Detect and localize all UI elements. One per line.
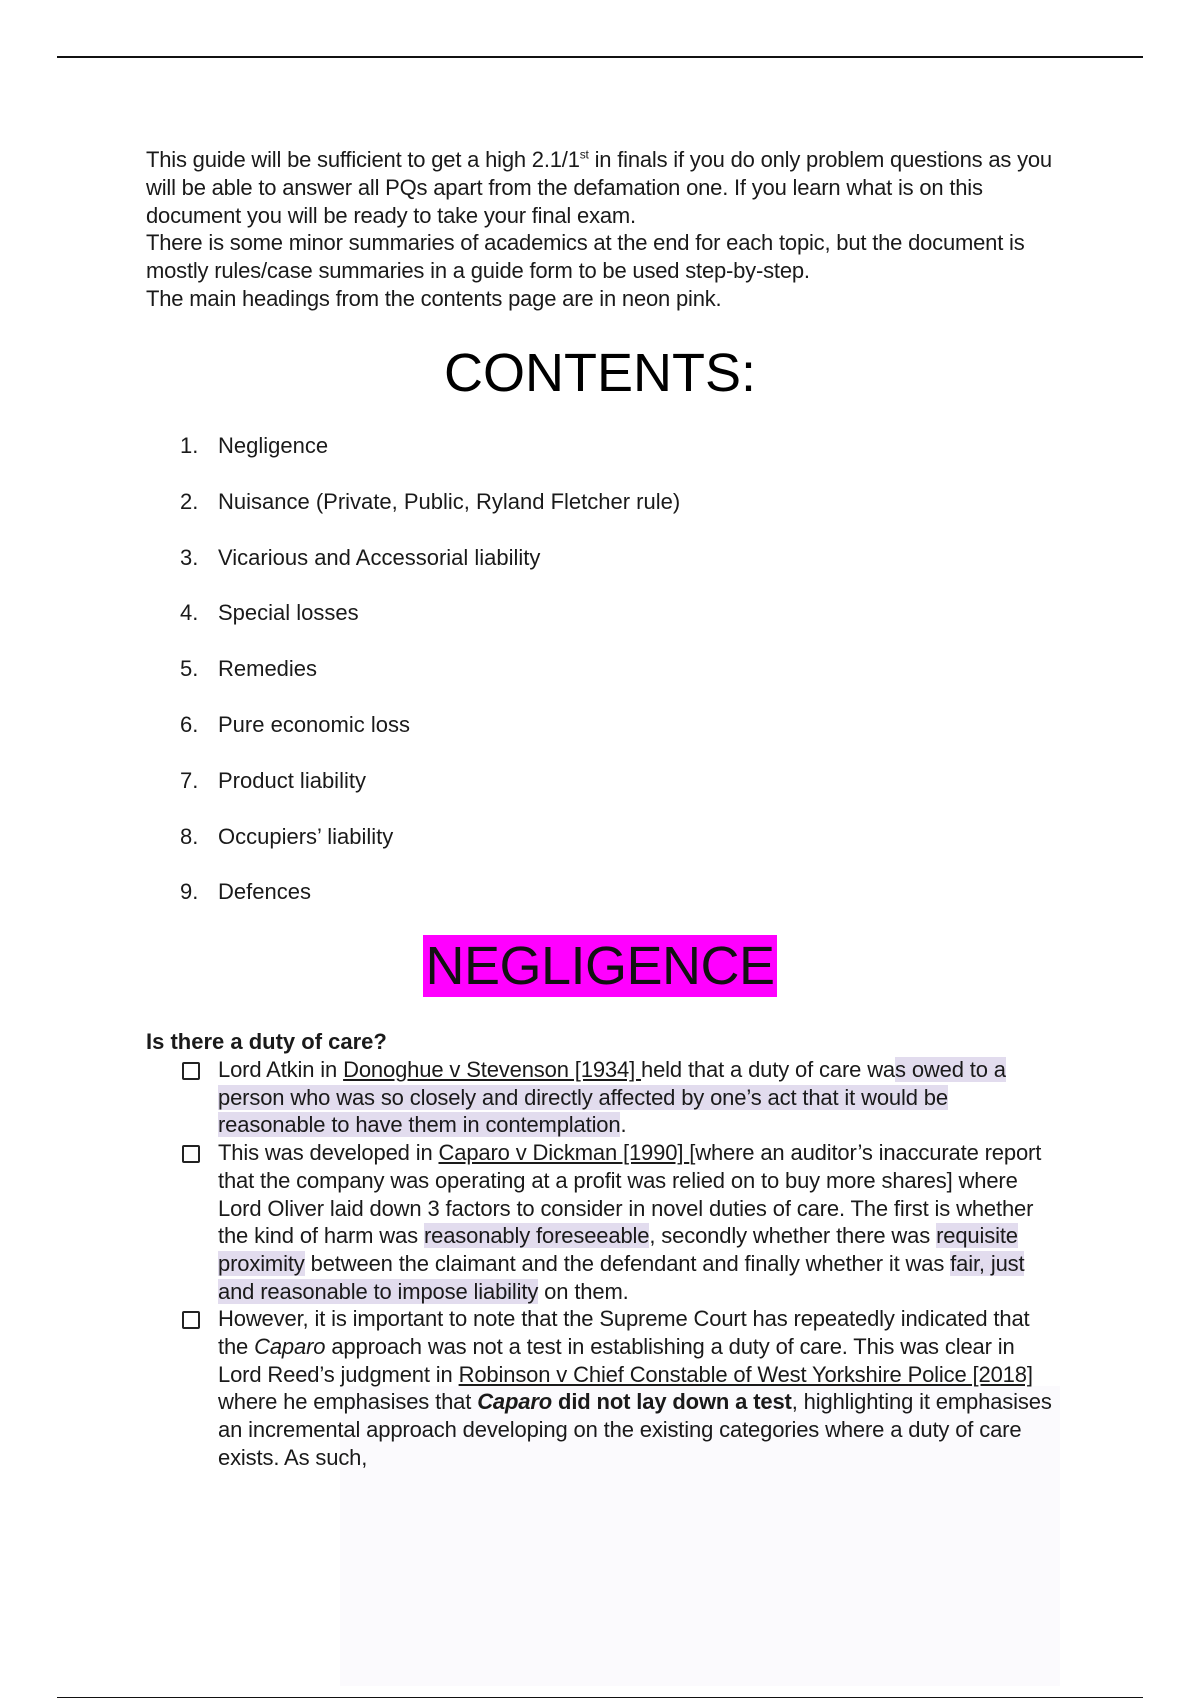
- contents-item: 4. Special losses: [180, 600, 359, 625]
- negligence-heading: NEGLIGENCE: [425, 936, 775, 996]
- contents-item: 6. Pure economic loss: [180, 712, 410, 737]
- duty-of-care-question: Is there a duty of care?: [146, 1029, 387, 1054]
- header-rule: [57, 56, 1143, 58]
- negligence-heading-wrap: [0, 935, 1200, 997]
- intro-paragraph-2: There is some minor summaries of academics at the end for each topic, but the document is mostly rules/case summaries in a guide form to be used step-by-step.: [146, 230, 1025, 284]
- highlighted-text: requisite proximity: [218, 1223, 1018, 1276]
- case-citation: Caparo v Dickman [1990]: [438, 1140, 690, 1166]
- bullet-item: This was developed in Caparo v Dickman [1990] [where an auditor’s inaccurate report that the company was operating at a profit was relied on to buy more shares] where Lord Oliver laid down 3 factors to consider in novel duties of care. The first is whether the kind of harm was reasonably foreseeable, secondly whether there was requisite proximity between the claimant and the defendant and finally whether it was fair, just and reasonable to impose liability on them.: [180, 1139, 1060, 1305]
- contents-item: 3. Vicarious and Accessorial liability: [180, 545, 541, 570]
- checkbox-bullet-icon: [182, 1145, 200, 1163]
- case-citation: Robinson v Chief Constable of West Yorkshire Police [2018]: [458, 1361, 1033, 1387]
- contents-item: 7. Product liability: [180, 768, 366, 793]
- contents-item: 2. Nuisance (Private, Public, Ryland Fletcher rule): [180, 489, 681, 514]
- highlighted-text: reasonably foreseeable: [423, 1223, 650, 1249]
- contents-item: 1. Negligence: [180, 433, 329, 458]
- intro-text: [146, 146, 1076, 313]
- bullet-item: However, it is important to note that the Supreme Court has repeatedly indicated that the Caparo approach was not a test in establishing a duty of care. This was clear in Lord Reed’s judgment in Robinson v Chief Constable of West Yorkshire Police [2018] where he emphasises that Caparo did not lay down a test, highlighting it emphasises an incremental approach developing on the existing categories where a duty of care exists. As such,: [180, 1305, 1060, 1471]
- contents-item: 9. Defences: [180, 879, 311, 904]
- contents-item: 5. Remedies: [180, 656, 318, 681]
- intro-paragraph-1: This guide will be sufficient to get a high 2.1/1st in finals if you do only problem questions as you will be able to answer all PQs apart from the defamation one. If you learn what is on this document you will be ready to take your final exam.: [146, 147, 1052, 228]
- intro-paragraph-3: The main headings from the contents page are in neon pink.: [146, 285, 722, 311]
- contents-title: CONTENTS:: [443, 343, 756, 403]
- case-citation: Donoghue v Stevenson [1934]: [343, 1057, 642, 1082]
- contents-item: 8. Occupiers’ liability: [180, 824, 394, 849]
- footer-rule: [57, 1697, 1143, 1698]
- checkbox-bullet-icon: [182, 1311, 200, 1329]
- bullet-list: [180, 1056, 1060, 1472]
- highlighted-text: fair, just and reasonable to impose liability: [218, 1250, 1025, 1304]
- highlighted-text: s owed to a person who was so closely and directly affected by one’s act that it would be reasonable to have them in contemplation: [218, 1057, 1006, 1138]
- bullet-item: Lord Atkin in Donoghue v Stevenson [1934] held that a duty of care was owed to a person who was so closely and directly affected by one’s act that it would be reasonable to have them in contemplation.: [180, 1056, 1060, 1139]
- checkbox-bullet-icon: [182, 1062, 200, 1080]
